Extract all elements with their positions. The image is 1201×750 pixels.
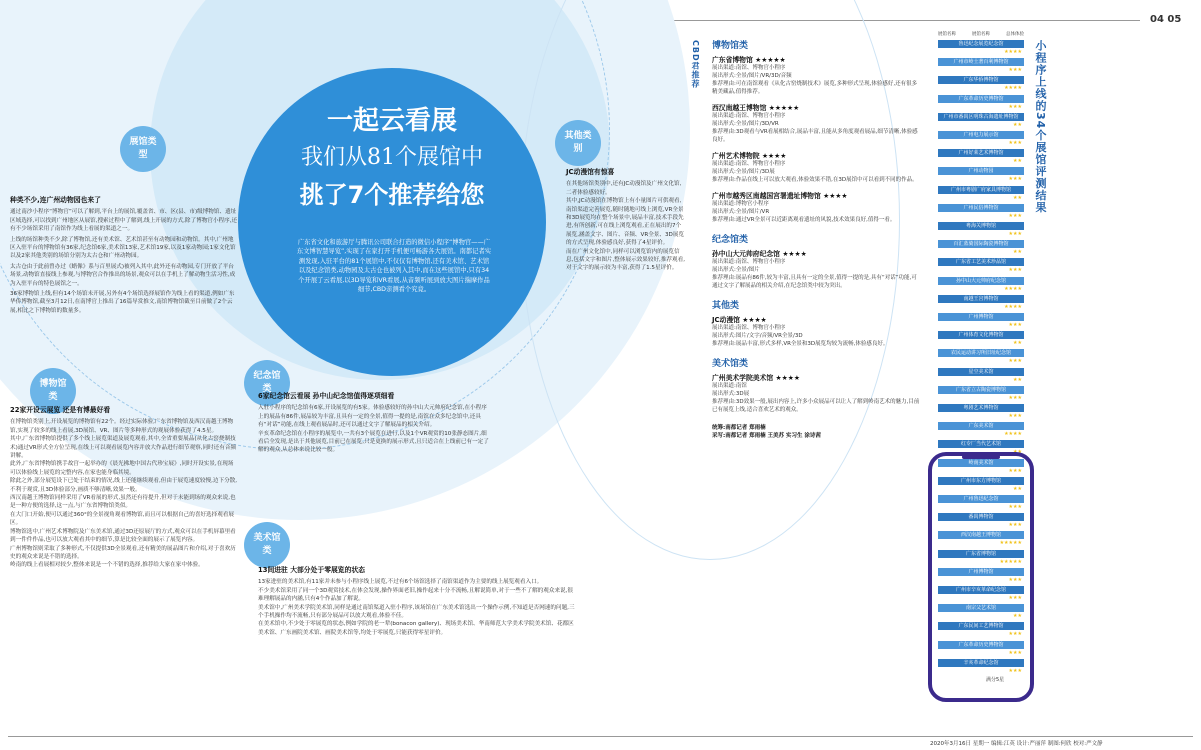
ranking-col-header: 展馆名称 bbox=[972, 32, 990, 37]
ranking-row-stars: ★★★★ bbox=[1004, 49, 1022, 55]
rec-museum-line: 展出渠道:南馆、博物官小程序 bbox=[712, 65, 786, 71]
qita-article bbox=[566, 168, 686, 273]
rec-museum-name: 广州艺术博物院 ★★★★ bbox=[712, 152, 787, 160]
ranking-row-stars: ★★ bbox=[1013, 340, 1022, 347]
ranking-row-stars: ★★★ bbox=[1008, 322, 1022, 328]
rec-museum-name: 广东省博物馆 ★★★★★ bbox=[712, 56, 786, 64]
rec-museum-line: 推荐理由:作品在线上可以放大观看,体验效果不错,在3D展馆中可以看到不同的作品。 bbox=[712, 177, 918, 183]
meishu-article bbox=[258, 566, 578, 637]
rec-meishu-1 bbox=[712, 372, 922, 414]
rec-museum-line: 展出渠道:南馆、博物官小程序 bbox=[712, 113, 786, 119]
meishu-para-1: 13家进驻的美术馆,有11家并未参与小程序线上展览,不过有6个场馆选择了南馆渠道作为主要的线上展览观看入口。 bbox=[258, 579, 543, 586]
ranking-row-name: 西汉南越王博物馆 bbox=[938, 531, 1024, 539]
ranking-row-name: 广州博物馆 bbox=[938, 568, 1024, 576]
ranking-row-name: 红专厂当代艺术馆 bbox=[938, 440, 1024, 448]
left-article bbox=[10, 196, 238, 317]
rec-museum-1 bbox=[712, 54, 922, 96]
jinian-para-2: 辛亥革命纪念馆在小程序的展览中,一共有3个展览在进行,以及1个VR观赏的10张静态图片,细看后全发现,是出于其他展览,目前已在展览,只是更换的展示形式,且只适合在上线前已有一定了解的观众,从总体来说比较一般。 bbox=[258, 430, 489, 454]
qita-para-1: 在其他场馆类别中,还有JC动漫馆及广州文化馆,二者体验感较好。 bbox=[566, 181, 682, 196]
ranking-row-stars: ★★★ bbox=[1008, 231, 1022, 237]
rec-museum-line: 推荐理由:3D观看与VR看展相结合,展品丰富,且能从多角度观看展品,细节清晰,体验感良好。 bbox=[712, 129, 918, 143]
ranking-row-name: 广州民俗博物馆 bbox=[938, 204, 1024, 212]
left-para-8: 除此之外,部分展览设下已处于结束的情况,线上还能继续观看,但由于展览速度较慢,边下分散,不利于观赏,且3D体验部分,画质不够清晰,效果一般。 bbox=[10, 478, 238, 493]
rec-jinian-line: 展出渠道:南馆、博物官小程序 bbox=[712, 259, 786, 265]
credit-line-2: 采写:南都记者 郑雨楠 王美苏 实习生 涂诗茜 bbox=[712, 433, 821, 439]
left-para-3: 太古仓由于此前曾办过《蜡像》系与百里展式)被列入其中,此外还有动物园,专门开放了平台场景,动物馆直接线上参观,与博物官合作推出的场景,观众可以在手机上了解动物生活习性,成为入驻平台的特色展馆之一。 bbox=[10, 263, 236, 287]
ranking-row-stars: ★★★★ bbox=[1004, 431, 1022, 438]
ranking-col-header: 总体体验 bbox=[1006, 32, 1024, 37]
ranking-row-stars: ★★★ bbox=[1008, 103, 1022, 110]
headline-intro: 广东省文化和旅游厅与腾讯公司联合打造的微信小程序“博物官——广东文博智慧导览”,实现了在家打开手机便可畅游各大展馆。南都记者实测发现,入驻平台的81个展馆中,不仅仅有博物馆,还有美术馆、艺术馆以及纪念馆类,动物园及太古仓也被列入其中,而在这些展馆中,只有34个开展了云看展,以3D导览和VR看展,从音频听展到放大图片揣摩作品细节,CBD亲测看个究竟。 bbox=[296, 239, 492, 294]
ranking-row-stars: ★★★ bbox=[1008, 667, 1022, 674]
rec-meishu-title: 美术馆类 bbox=[712, 359, 749, 369]
ranking-row-name: 岭南美术馆 bbox=[938, 459, 1024, 467]
jinian-heading: 6家纪念馆云看展 孙中山纪念馆值得逐项细看 bbox=[258, 392, 395, 400]
page-numbers: 04 05 bbox=[1150, 14, 1182, 25]
recommend-column bbox=[712, 38, 922, 440]
rec-jinian-title: 纪念馆类 bbox=[712, 235, 749, 245]
ranking-row-stars: ★★★★★ bbox=[999, 558, 1022, 565]
rec-jinian-line: 推荐理由:展品有86件,较为丰富,且具有一定的全景,值得一提的是,具有“对话”功能,可通过文字了解展品的相关介绍,在纪念馆类中较为突出。 bbox=[712, 275, 917, 289]
jinian-para-1: 入驻小程序的纪念馆有6家,开设展览的有5家。体验感较好的孙中山大元帅府纪念馆,在小程序上的展品有86件,展品较为丰富,且具有一定的全景,值得一提的是,南馆在众多纪念馆中,还具有“对话”功能,在线上观看展品时,还可以通过文字了解展品的相关介绍。 bbox=[258, 405, 487, 429]
ranking-row-stars: ★★★★★ bbox=[999, 540, 1022, 547]
cbd-recommend-label: CBD君推荐 bbox=[691, 40, 700, 89]
ranking-row-name: 广州市辛亥革命纪念馆 bbox=[938, 586, 1024, 594]
ranking-row-name: 广东华侨博物馆 bbox=[938, 76, 1024, 84]
rec-qita-line: 展出渠道:南馆、博物官小程序 bbox=[712, 325, 786, 331]
meishu-heading: 13间进驻 大部分处于零展览的状态 bbox=[258, 566, 365, 574]
badge-zhanguan: 展馆类型 bbox=[120, 126, 166, 172]
ranking-row-stars: ★★★ bbox=[1008, 522, 1022, 529]
ranking-row-name: 番禺博物馆 bbox=[938, 513, 1024, 521]
ranking-row-name: 粤剧艺术博物馆 bbox=[938, 404, 1024, 412]
ranking-row-stars: ★★ bbox=[1013, 613, 1022, 620]
rec-museum-4 bbox=[712, 190, 922, 224]
ranking-row-name: 广东美术馆 bbox=[938, 422, 1024, 430]
rec-bowuguan-title: 博物馆类 bbox=[712, 41, 749, 51]
ranking-row-name: 广东革命历史博物馆 bbox=[938, 641, 1024, 649]
left-para-6: 其中,广东省博物馆提供了多个线上展览渠道及展览观看,其中,全省重要展品(从化古窑烧制技术)通过VR形式全方位呈现,在线上可以观看展览内容并放大作品进行细节观察,同时还有音频讲解。 bbox=[10, 436, 237, 460]
ranking-row-stars: ★★ bbox=[1013, 121, 1022, 128]
headline-line2: 我们从81个展馆中 bbox=[301, 145, 483, 170]
left-para-10: 在大门口开始,便可以通过360°的全景视角观看博物馆,而且可以根据自己的喜好选择观看展区。 bbox=[10, 511, 234, 527]
credit-line-1: 统筹:南都记者 郑雨楠 bbox=[712, 425, 766, 431]
left-article-2 bbox=[10, 406, 238, 570]
rec-qita-line: 展出形式:图片/文字/音频/VR全景/3D bbox=[712, 333, 803, 339]
ranking-row-stars: ★★★ bbox=[1008, 212, 1022, 219]
phone-frame bbox=[928, 452, 1034, 702]
rec-museum-line: 展出渠道:南馆、博物官小程序 bbox=[712, 161, 786, 167]
ranking-col-header: 展馆名称 bbox=[938, 32, 956, 37]
ranking-row-stars: ★★★ bbox=[1008, 576, 1022, 583]
ranking-row-stars: ★★★ bbox=[1008, 631, 1022, 638]
ranking-row-name: 广东省博物馆 bbox=[938, 550, 1024, 558]
ranking-row-stars: ★★★ bbox=[1008, 176, 1022, 183]
left-heading-1: 种类不少,连广州动物园也来了 bbox=[10, 196, 101, 204]
ranking-row-name: 广东省工艺美术珍品馆 bbox=[938, 258, 1024, 266]
badge-qita: 其他类别 bbox=[555, 120, 601, 166]
badge-bowuguan: 博物馆类 bbox=[30, 368, 76, 414]
badge-jinian: 纪念馆类 bbox=[244, 360, 290, 406]
rec-museum-name: 西汉南越王博物馆 ★★★★★ bbox=[712, 104, 800, 112]
left-para-4: 36家博物馆上线,但有14个场馆未开展,另外有4个场馆选择展馆作为线上看的渠道,例如广东华侨博物馆,截至3月12日,在南博官上推出了16篇导赏推文,南馆博物馆截至目前做了2个云展,相比之下博物馆的数量多。 bbox=[10, 291, 235, 314]
footer-text: 2020年3月16日 星期一 编辑:江英 设计:严丽萍 制图:何欣 校对:严文静 bbox=[930, 741, 1103, 747]
ranking-row-name: 南越王宫博物馆 bbox=[938, 295, 1024, 303]
ranking-row-stars: ★★ bbox=[1013, 376, 1022, 383]
ranking-row-stars: ★★ bbox=[1013, 249, 1022, 256]
rec-museum-name: 广州市越秀区南越国宫署遗址博物馆 ★★★★ bbox=[712, 192, 848, 200]
headline-line3: 挑了7个推荐给您 bbox=[299, 181, 485, 209]
left-para-12: 广州博物馆则采取了多种形式,不仅提供3D全景观看,还有精美的展品图片和介绍,对于喜欢历史的观众来说是不错的选择。 bbox=[10, 545, 236, 560]
ranking-row-stars: ★★★ bbox=[1008, 595, 1022, 601]
rec-museum-line: 推荐理由:通过VR全景可以近距离观看遗址的风貌,技术效果良好,值得一看。 bbox=[712, 217, 896, 223]
phone-notch bbox=[962, 455, 1000, 459]
ranking-row-name: 星空美术馆 bbox=[938, 368, 1024, 376]
rec-museum-line: 展出形式:全景/图片/VR bbox=[712, 209, 770, 215]
ranking-row-stars: ★★★ bbox=[1008, 67, 1022, 74]
ranking-row-stars: ★★ bbox=[1013, 449, 1022, 456]
left-para-7: 此外,广东省博物馆携手故宫一起举办的《晨光拂地中国古代珍宝展》,同时开设实景,在现场可以体验线上展览的完整内容,在家也能身临其境。 bbox=[10, 461, 234, 476]
ranking-row-stars: ★★★ bbox=[1008, 267, 1022, 274]
ranking-row-name: 广州体育文化博物馆 bbox=[938, 331, 1024, 339]
ranking-row-stars: ★★★ bbox=[1008, 413, 1022, 419]
ranking-row-stars: ★★★ bbox=[1008, 467, 1022, 474]
left-para-13: 岭南的线上看展相对较少,整体来说是一个不错的选择,推荐给大家在家中体验。 bbox=[10, 562, 204, 569]
ranking-row-stars: ★★★ bbox=[1008, 504, 1022, 510]
ranking-row-stars: ★★★★ bbox=[1004, 303, 1022, 310]
left-para-2: 上线的场馆种类不少,除了博物馆,还有美术馆、艺术馆甚至有动物园和动物馆。其中,广州地区入驻平台的博物馆有36家,纪念馆6家,美术馆13家,艺术馆19家,以及1家动物园;1家文化馆以及2家其他类别的场馆分别为太古仓和广州动物园。 bbox=[10, 236, 236, 260]
rec-jinian-name: 孙中山大元帅府纪念馆 ★★★★ bbox=[712, 250, 807, 258]
meishu-para-3: 美术馆中,广州美术学院美术馆,同样是通过南馆渠道入驻小程序,该场馆在广东美术馆选出一个操作示例,不知道是否网速的问题,三个手机操作均不流畅,只有部分展品可以放大观看,体验不佳。 bbox=[258, 604, 575, 620]
rec-museum-line: 展出形式:全景/图片/VR/3D/音频 bbox=[712, 73, 792, 79]
ranking-row-stars: ★★★ bbox=[1008, 358, 1022, 365]
left-para-5: 在博物馆类别上,开设展览的博物馆有22个。经过实际体验,广东省博物馆及西汉南越王博物馆,实现了较多的线上看展,3D展馆、VR、图片等多种形式的观展体验获得了4.5星。 bbox=[10, 419, 234, 434]
ranking-row-name: 粤海关博物馆 bbox=[938, 222, 1024, 230]
ranking-row-stars: ★★ bbox=[1013, 194, 1022, 201]
rec-meishu-line: 展出形式:3D展 bbox=[712, 391, 750, 397]
footer-rule bbox=[8, 736, 1193, 737]
ranking-row-name: 广州市岭土著百利博物馆 bbox=[938, 58, 1024, 66]
ranking-row-stars: ★★★ bbox=[1008, 649, 1022, 656]
ranking-row-stars: ★★ bbox=[1013, 485, 1022, 492]
rec-museum-line: 展出形式:全景/图片/3D展 bbox=[712, 169, 775, 175]
ranking-row-stars: ★★★★ bbox=[1004, 285, 1022, 292]
rec-jinian-line: 展出形式:全景/图片 bbox=[712, 267, 760, 273]
ranking-row-name: 广东革命历史博物馆 bbox=[938, 95, 1024, 103]
headline-line1: 一起云看展 bbox=[326, 106, 457, 136]
rec-meishu-line: 推荐理由:3D效果一般,展出内容上,许多小众展品可以让人了解到岭南艺术的魅力,目前已有展览上线,适合喜欢艺术的观众。 bbox=[712, 399, 920, 413]
qita-heading: JC动漫馆有惊喜 bbox=[566, 168, 615, 176]
rec-qita-line: 推荐理由:展品丰富,形式多样,VR全景和3D展览均较为流畅,体验感良好。 bbox=[712, 341, 889, 347]
ranking-row-name: 广州动物园 bbox=[938, 167, 1024, 175]
meishu-para-4: 在美术馆中,不少处于零展览的状态,例如学院的老一辈(bonacon gallery)、现场美术馆、华南师范大学美术学院美术馆、花都区美术馆、广东画院美术馆、画院美术馆等,均处于零展览,只能获得零星评价。 bbox=[258, 621, 574, 636]
left-para-9: 西汉南越王博物馆同样采用了VR看展的形式,虽然还有待提升,但对于未能到场的观众来说,也是一种方便的选择,这一点,与广东省博物馆类似。 bbox=[10, 495, 236, 510]
ranking-row-name: 广州市东方博物馆 bbox=[938, 477, 1024, 485]
ranking-row-name: 广州市番禺区明珠古海遗址博物馆 bbox=[938, 113, 1024, 121]
ranking-row-stars: ★★ bbox=[1013, 158, 1022, 165]
ranking-row-stars: ★★★ bbox=[1008, 140, 1022, 146]
rec-qita-title: 其他类 bbox=[712, 301, 740, 311]
rec-meishu-name: 广州美术学院美术馆 ★★★★ bbox=[712, 374, 800, 382]
badge-meishu: 美术馆类 bbox=[244, 522, 290, 568]
rec-museum-line: 展出形式:全景/图片/3D/VR bbox=[712, 121, 779, 127]
qita-para-2: 其中,JC动漫馆在博物馆上有小量图片可供观看,南馆渠道完善展览,随时随地可线上浏览,VR全景和3D展览均在整个场景中,展品丰富,技术手段先进,有所创新,可在线上浏览观看,正在展出的7个展览,涵盖文字、图片、音频、VR全景、3D展览的方式呈现,体验感良好,获得了4星评价。 bbox=[566, 198, 685, 247]
ranking-row-name: 农民运动讲习所旧址纪念馆 bbox=[938, 349, 1024, 357]
ranking-row-name: 广东民间工艺博物馆 bbox=[938, 622, 1024, 630]
ranking-row-stars: ★★★★ bbox=[1004, 85, 1022, 92]
ranking-row-name: 百汇蓝骑国际陶瓷博物馆 bbox=[938, 240, 1024, 248]
left-para-11: 博物馆选中,广州艺术博物院及广东美术馆,通过3D还原展厅的方式,观众可以在手机屏幕里看到一件件作品,也可以放大观看其中的细节,算是比较全面的展示了展览内容。 bbox=[10, 528, 236, 544]
ranking-row-name: 广州电力展示馆 bbox=[938, 131, 1024, 139]
ranking-row-name: 广州鲁迅纪念馆 bbox=[938, 495, 1024, 503]
ranking-row-name: 辛亥革命纪念馆 bbox=[938, 659, 1024, 667]
ranking-row-name: 广州博物馆 bbox=[938, 313, 1024, 321]
rec-jinian-1 bbox=[712, 248, 922, 290]
ranking-footnote: 满分5星 bbox=[986, 677, 1005, 683]
ranking-row-name: 广州市粤剧广府家具博物馆 bbox=[938, 186, 1024, 194]
ranking-header bbox=[938, 30, 1024, 39]
rec-qita-name: JC动漫馆 ★★★★ bbox=[712, 316, 767, 324]
ranking-row-name: 广州好莱艺术博物馆 bbox=[938, 149, 1024, 157]
jinian-article bbox=[258, 392, 492, 455]
ranking-row-name: 鲁迅纪念展览纪念馆 bbox=[938, 40, 1024, 48]
rec-museum-line: 推荐理由:可在南馆观看《从化古窑烧制技术》展览,多种形式呈现,体验感好,还有很多精美藏品,值得推荐。 bbox=[712, 81, 918, 95]
ranking-row-name: 孙中山大元帅府纪念馆 bbox=[938, 277, 1024, 285]
rec-qita-1 bbox=[712, 314, 922, 348]
left-para-1: 通过南沙小程序“博物官”可以了解到,平台上的展馆,覆盖省、市、区(县、市)级博物馆、遗址区域选择,可以找到广州地区从展馆,搜索过程中了解到,线上开展的方式,除了博物官小程序,还有不少场馆采用了南馆作为线上看展的渠道之一。 bbox=[10, 209, 238, 233]
rec-meishu-line: 展出渠道:南馆 bbox=[712, 383, 747, 389]
ranking-row-stars: ★★★ bbox=[1008, 394, 1022, 401]
rec-museum-3 bbox=[712, 150, 922, 184]
ranking-row-name: 南宗父艺术馆 bbox=[938, 604, 1024, 612]
left-heading-2: 22家开设云展览 还是有博最好看 bbox=[10, 406, 111, 414]
meishu-para-2: 不少美术馆采用了同一个3D观赏技术,在体会发现,操作界面老旧,操作起来十分不流畅,且解说简单,对于一些不了解的观众来说,很难理解展品的内涵,只有4个作品加了解说。 bbox=[258, 587, 574, 603]
qita-para-3: 而在广州文化馆中,同样可以浏览馆内的展览信息,包括文字和图片,整体展示效果较好,推荐观看,对于文字的展示较为丰富,获得了1.5星评价。 bbox=[566, 248, 685, 272]
rec-museum-2 bbox=[712, 102, 922, 144]
ranking-row-name: 广东省立古陶瓷博物馆 bbox=[938, 386, 1024, 394]
rec-museum-line: 展出渠道:博物官小程序 bbox=[712, 201, 769, 207]
ranking-vertical-title: 小程序上线的34个展馆评测结果 bbox=[1034, 40, 1047, 214]
